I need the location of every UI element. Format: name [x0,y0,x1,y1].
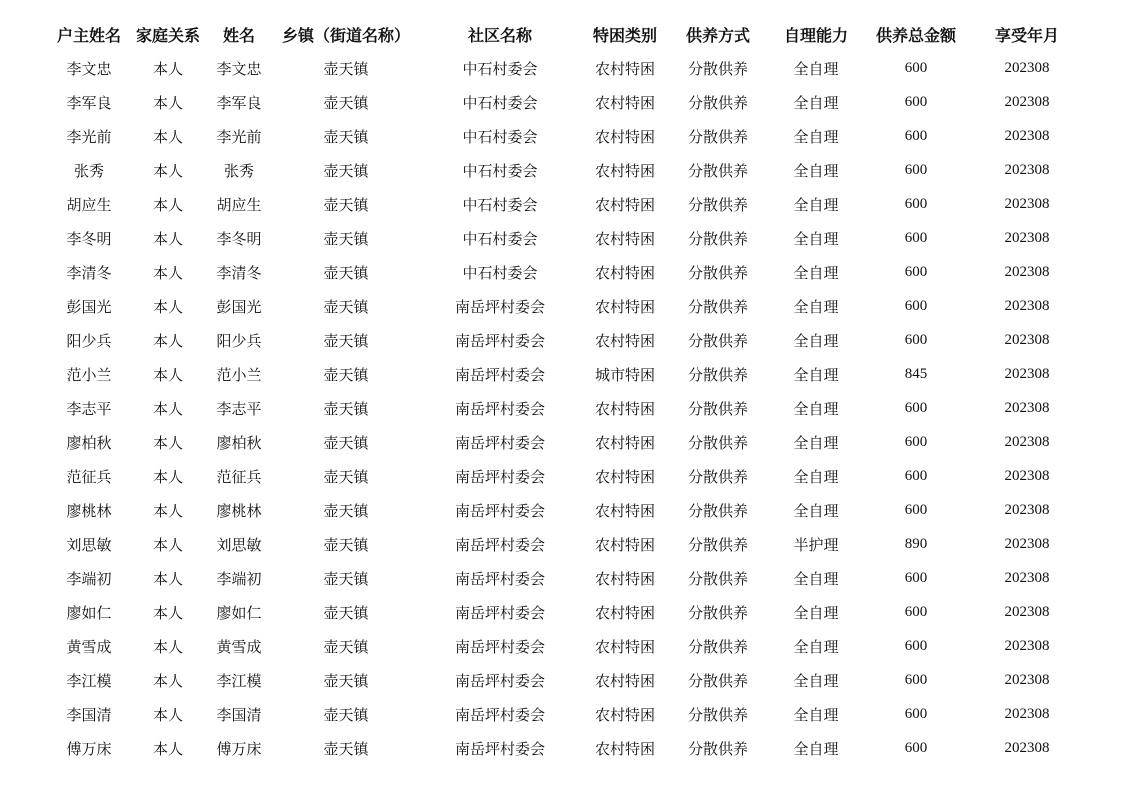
cell-support-amount: 600 [904,603,928,620]
cell-start-month: 202308 [1004,671,1050,688]
cell-support-amount: 600 [904,93,928,110]
cell-category: 农村特困 [594,705,655,724]
cell-start-month: 202308 [1004,93,1050,110]
cell-community-name: 中石村委会 [462,93,538,112]
cell-self-care-ability: 全自理 [793,229,839,248]
cell-support-amount: 600 [904,705,928,722]
cell-support-mode: 分散供养 [687,467,748,486]
cell-self-care-ability: 半护理 [793,535,839,554]
cell-household-head-name: 彭国光 [66,297,112,316]
table-row [48,527,1088,561]
cell-community-name: 南岳坪村委会 [454,637,545,656]
cell-township: 壶天镇 [323,59,369,78]
cell-household-head-name: 李文忠 [66,59,112,78]
cell-community-name: 南岳坪村委会 [454,535,545,554]
cell-community-name: 南岳坪村委会 [454,433,545,452]
cell-family-relation: 本人 [152,671,183,690]
cell-township: 壶天镇 [323,705,369,724]
table-row [48,255,1088,289]
cell-support-amount: 600 [904,569,928,586]
cell-support-mode: 分散供养 [687,331,748,350]
cell-category: 农村特困 [594,501,655,520]
cell-category: 农村特困 [594,127,655,146]
cell-household-head-name: 张秀 [73,161,104,180]
cell-township: 壶天镇 [323,637,369,656]
cell-self-care-ability: 全自理 [793,637,839,656]
cell-category: 农村特困 [594,59,655,78]
column-header-support-mode: 供养方式 [685,25,750,45]
cell-person-name: 范小兰 [216,365,262,384]
cell-self-care-ability: 全自理 [793,433,839,452]
cell-support-mode: 分散供养 [687,671,748,690]
cell-township: 壶天镇 [323,399,369,418]
cell-support-mode: 分散供养 [687,263,748,282]
support-roster-table [48,17,1088,765]
cell-person-name: 李光前 [216,127,262,146]
cell-category: 农村特困 [594,161,655,180]
table-row [48,357,1088,391]
cell-community-name: 南岳坪村委会 [454,365,545,384]
table-row [48,119,1088,153]
cell-support-mode: 分散供养 [687,195,748,214]
cell-person-name: 刘思敏 [216,535,262,554]
cell-community-name: 中石村委会 [462,127,538,146]
cell-self-care-ability: 全自理 [793,501,839,520]
cell-category: 农村特困 [594,229,655,248]
table-row [48,51,1088,85]
cell-household-head-name: 廖柏秋 [66,433,112,452]
cell-family-relation: 本人 [152,331,183,350]
cell-family-relation: 本人 [152,501,183,520]
table-row [48,493,1088,527]
column-header-township: 乡镇（街道名称） [281,25,410,45]
cell-support-amount: 600 [904,297,928,314]
table-row [48,629,1088,663]
column-header-community-name: 社区名称 [467,25,532,45]
cell-category: 农村特困 [594,569,655,588]
cell-person-name: 李军良 [216,93,262,112]
cell-category: 农村特困 [594,603,655,622]
cell-self-care-ability: 全自理 [793,127,839,146]
cell-community-name: 南岳坪村委会 [454,331,545,350]
cell-support-amount: 600 [904,263,928,280]
cell-community-name: 南岳坪村委会 [454,739,545,758]
cell-household-head-name: 李端初 [66,569,112,588]
cell-support-mode: 分散供养 [687,433,748,452]
cell-category: 农村特困 [594,739,655,758]
cell-category: 农村特困 [594,467,655,486]
cell-person-name: 廖柏秋 [216,433,262,452]
cell-township: 壶天镇 [323,603,369,622]
cell-family-relation: 本人 [152,365,183,384]
cell-household-head-name: 李国清 [66,705,112,724]
cell-start-month: 202308 [1004,161,1050,178]
table-row [48,391,1088,425]
cell-start-month: 202308 [1004,399,1050,416]
cell-support-mode: 分散供养 [687,365,748,384]
cell-support-mode: 分散供养 [687,569,748,588]
cell-self-care-ability: 全自理 [793,569,839,588]
cell-support-amount: 600 [904,433,928,450]
cell-person-name: 李国清 [216,705,262,724]
column-header-category: 特困类别 [592,25,657,45]
cell-self-care-ability: 全自理 [793,263,839,282]
cell-category: 农村特困 [594,195,655,214]
cell-start-month: 202308 [1004,127,1050,144]
cell-person-name: 范征兵 [216,467,262,486]
cell-self-care-ability: 全自理 [793,161,839,180]
cell-start-month: 202308 [1004,263,1050,280]
cell-family-relation: 本人 [152,297,183,316]
cell-community-name: 南岳坪村委会 [454,671,545,690]
table-row [48,323,1088,357]
cell-household-head-name: 李冬明 [66,229,112,248]
cell-household-head-name: 范小兰 [66,365,112,384]
cell-category: 农村特困 [594,297,655,316]
cell-start-month: 202308 [1004,365,1050,382]
cell-township: 壶天镇 [323,331,369,350]
cell-township: 壶天镇 [323,93,369,112]
cell-category: 农村特困 [594,433,655,452]
cell-support-mode: 分散供养 [687,501,748,520]
cell-township: 壶天镇 [323,161,369,180]
table-row [48,187,1088,221]
cell-township: 壶天镇 [323,467,369,486]
cell-self-care-ability: 全自理 [793,331,839,350]
cell-person-name: 李文忠 [216,59,262,78]
table-row [48,289,1088,323]
cell-category: 农村特困 [594,399,655,418]
cell-household-head-name: 黄雪成 [66,637,112,656]
cell-start-month: 202308 [1004,297,1050,314]
cell-support-mode: 分散供养 [687,705,748,724]
table-row [48,153,1088,187]
cell-support-amount: 890 [904,535,928,552]
cell-person-name: 李清冬 [216,263,262,282]
cell-township: 壶天镇 [323,229,369,248]
cell-support-mode: 分散供养 [687,603,748,622]
cell-community-name: 南岳坪村委会 [454,569,545,588]
cell-category: 农村特困 [594,535,655,554]
cell-self-care-ability: 全自理 [793,297,839,316]
cell-community-name: 中石村委会 [462,229,538,248]
cell-person-name: 李冬明 [216,229,262,248]
cell-category: 农村特困 [594,93,655,112]
cell-family-relation: 本人 [152,637,183,656]
cell-township: 壶天镇 [323,501,369,520]
cell-person-name: 傅万床 [216,739,262,758]
cell-household-head-name: 李光前 [66,127,112,146]
cell-start-month: 202308 [1004,535,1050,552]
cell-township: 壶天镇 [323,297,369,316]
cell-start-month: 202308 [1004,433,1050,450]
cell-family-relation: 本人 [152,603,183,622]
cell-person-name: 李志平 [216,399,262,418]
cell-start-month: 202308 [1004,569,1050,586]
cell-person-name: 李江模 [216,671,262,690]
cell-support-amount: 600 [904,399,928,416]
cell-family-relation: 本人 [152,467,183,486]
cell-household-head-name: 廖如仁 [66,603,112,622]
cell-household-head-name: 刘思敏 [66,535,112,554]
cell-community-name: 中石村委会 [462,263,538,282]
cell-household-head-name: 李志平 [66,399,112,418]
cell-self-care-ability: 全自理 [793,603,839,622]
cell-start-month: 202308 [1004,331,1050,348]
table-row [48,85,1088,119]
cell-township: 壶天镇 [323,433,369,452]
cell-community-name: 南岳坪村委会 [454,297,545,316]
cell-support-amount: 600 [904,331,928,348]
table-body [48,51,1088,765]
cell-community-name: 中石村委会 [462,161,538,180]
cell-community-name: 南岳坪村委会 [454,467,545,486]
cell-self-care-ability: 全自理 [793,467,839,486]
column-header-support-amount: 供养总金额 [875,25,956,45]
cell-self-care-ability: 全自理 [793,365,839,384]
cell-support-mode: 分散供养 [687,229,748,248]
cell-person-name: 廖桃林 [216,501,262,520]
cell-self-care-ability: 全自理 [793,59,839,78]
cell-person-name: 阳少兵 [216,331,262,350]
table-row [48,731,1088,765]
cell-support-amount: 600 [904,127,928,144]
cell-township: 壶天镇 [323,263,369,282]
cell-support-mode: 分散供养 [687,59,748,78]
cell-family-relation: 本人 [152,195,183,214]
table-row [48,221,1088,255]
cell-support-mode: 分散供养 [687,127,748,146]
cell-support-amount: 600 [904,161,928,178]
cell-community-name: 南岳坪村委会 [454,399,545,418]
cell-support-amount: 600 [904,739,928,756]
cell-township: 壶天镇 [323,127,369,146]
cell-category: 农村特困 [594,637,655,656]
cell-support-mode: 分散供养 [687,399,748,418]
cell-category: 农村特困 [594,331,655,350]
cell-support-mode: 分散供养 [687,297,748,316]
cell-person-name: 黄雪成 [216,637,262,656]
table-row [48,663,1088,697]
cell-support-mode: 分散供养 [687,161,748,180]
cell-support-amount: 600 [904,637,928,654]
cell-category: 城市特困 [594,365,655,384]
cell-person-name: 廖如仁 [216,603,262,622]
cell-family-relation: 本人 [152,535,183,554]
cell-self-care-ability: 全自理 [793,705,839,724]
cell-self-care-ability: 全自理 [793,195,839,214]
cell-support-amount: 600 [904,229,928,246]
cell-family-relation: 本人 [152,433,183,452]
cell-person-name: 李端初 [216,569,262,588]
cell-family-relation: 本人 [152,127,183,146]
cell-support-amount: 600 [904,195,928,212]
column-header-self-care-ability: 自理能力 [783,25,848,45]
cell-household-head-name: 廖桃林 [66,501,112,520]
cell-self-care-ability: 全自理 [793,93,839,112]
cell-family-relation: 本人 [152,705,183,724]
table-row [48,697,1088,731]
cell-support-amount: 600 [904,501,928,518]
cell-township: 壶天镇 [323,739,369,758]
cell-community-name: 南岳坪村委会 [454,501,545,520]
cell-family-relation: 本人 [152,739,183,758]
cell-family-relation: 本人 [152,59,183,78]
table-row [48,459,1088,493]
cell-start-month: 202308 [1004,705,1050,722]
cell-township: 壶天镇 [323,671,369,690]
cell-township: 壶天镇 [323,365,369,384]
cell-start-month: 202308 [1004,603,1050,620]
cell-start-month: 202308 [1004,739,1050,756]
column-header-person-name: 姓名 [222,25,255,45]
cell-start-month: 202308 [1004,501,1050,518]
cell-support-mode: 分散供养 [687,93,748,112]
cell-household-head-name: 李清冬 [66,263,112,282]
cell-self-care-ability: 全自理 [793,399,839,418]
cell-self-care-ability: 全自理 [793,739,839,758]
cell-household-head-name: 范征兵 [66,467,112,486]
cell-township: 壶天镇 [323,535,369,554]
column-header-start-month: 享受年月 [994,25,1059,45]
cell-community-name: 中石村委会 [462,59,538,78]
cell-household-head-name: 李江模 [66,671,112,690]
cell-start-month: 202308 [1004,195,1050,212]
cell-community-name: 中石村委会 [462,195,538,214]
cell-family-relation: 本人 [152,569,183,588]
cell-township: 壶天镇 [323,195,369,214]
cell-township: 壶天镇 [323,569,369,588]
cell-person-name: 张秀 [223,161,254,180]
cell-support-mode: 分散供养 [687,535,748,554]
cell-category: 农村特困 [594,263,655,282]
cell-person-name: 彭国光 [216,297,262,316]
cell-family-relation: 本人 [152,229,183,248]
cell-category: 农村特困 [594,671,655,690]
cell-family-relation: 本人 [152,399,183,418]
cell-household-head-name: 傅万床 [66,739,112,758]
cell-self-care-ability: 全自理 [793,671,839,690]
cell-person-name: 胡应生 [216,195,262,214]
cell-support-amount: 600 [904,467,928,484]
cell-household-head-name: 阳少兵 [66,331,112,350]
cell-family-relation: 本人 [152,263,183,282]
cell-family-relation: 本人 [152,161,183,180]
cell-start-month: 202308 [1004,229,1050,246]
table-row [48,425,1088,459]
cell-support-mode: 分散供养 [687,739,748,758]
header-row [48,17,1088,51]
cell-community-name: 南岳坪村委会 [454,705,545,724]
cell-support-amount: 600 [904,59,928,76]
cell-household-head-name: 李军良 [66,93,112,112]
cell-support-amount: 600 [904,671,928,688]
cell-household-head-name: 胡应生 [66,195,112,214]
column-header-family-relation: 家庭关系 [135,25,200,45]
table-row [48,595,1088,629]
cell-support-mode: 分散供养 [687,637,748,656]
cell-start-month: 202308 [1004,637,1050,654]
cell-family-relation: 本人 [152,93,183,112]
table-row [48,561,1088,595]
column-header-household-head-name: 户主姓名 [56,25,121,45]
cell-community-name: 南岳坪村委会 [454,603,545,622]
cell-support-amount: 845 [904,365,928,382]
cell-start-month: 202308 [1004,59,1050,76]
cell-start-month: 202308 [1004,467,1050,484]
